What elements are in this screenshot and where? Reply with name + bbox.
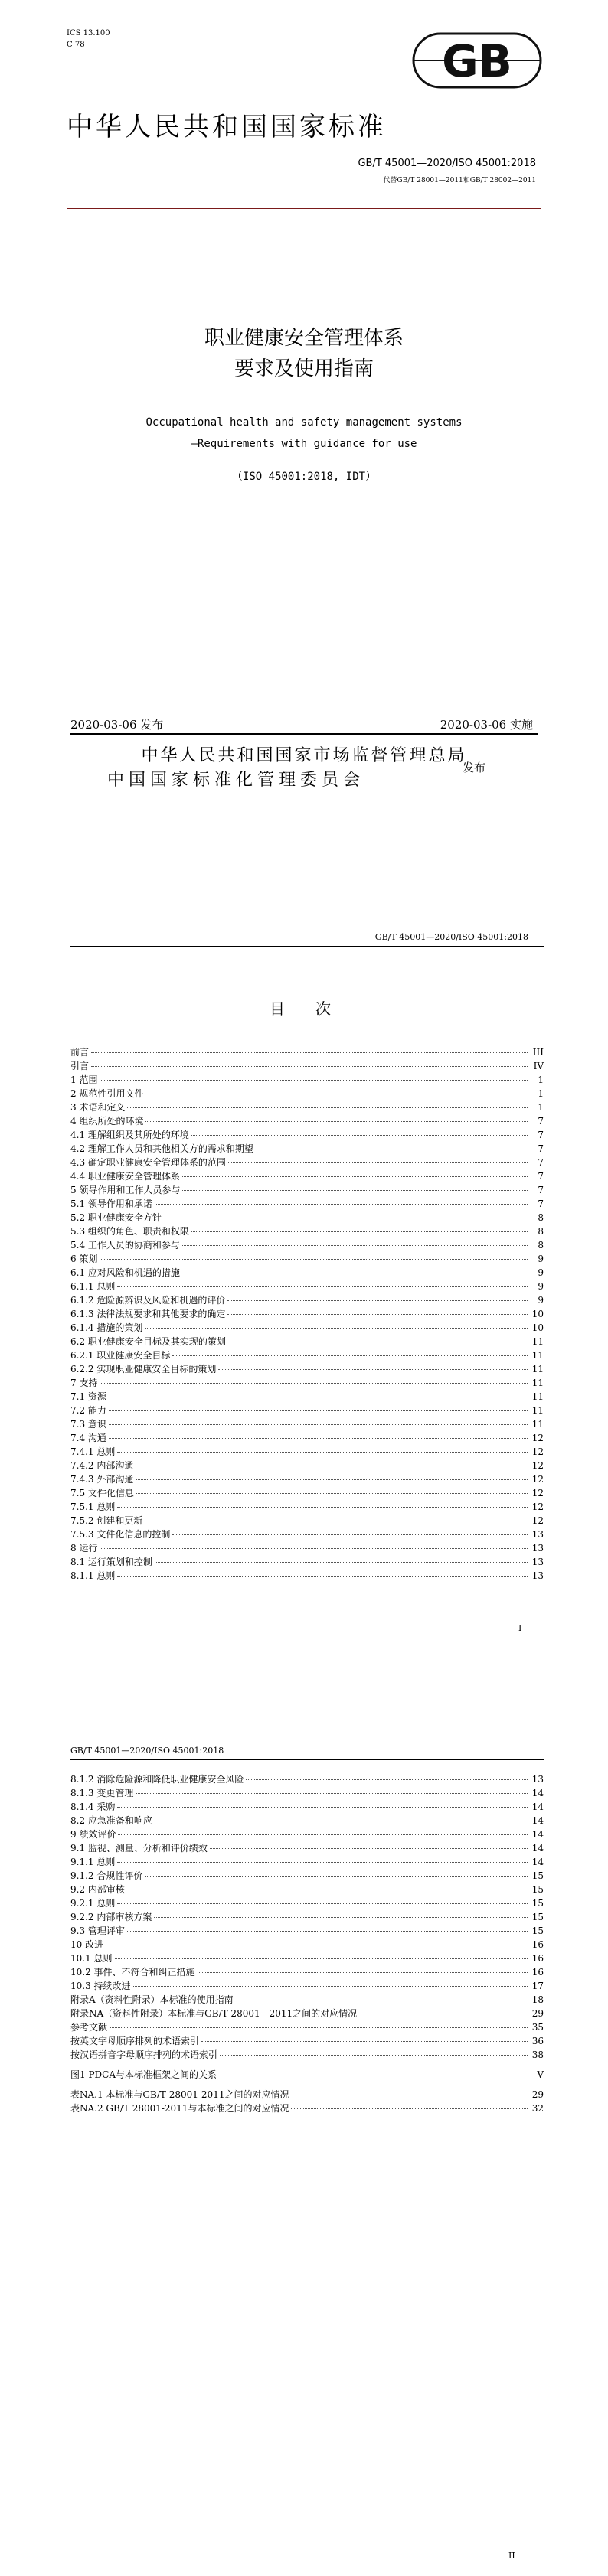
toc-entry-page: 11 [531, 1419, 544, 1430]
toc-entry-page: 8 [538, 1212, 544, 1223]
toc-entry[interactable] [70, 1555, 544, 1569]
toc-entry-label: 表NA.1 本标准与GB/T 28001-2011之间的对应情况 [70, 2089, 289, 2100]
toc-leader-dots [100, 1080, 528, 1081]
toc-entry-label: 9.2 内部审核 [70, 1884, 125, 1895]
toc-title: 目 次 [270, 999, 338, 1018]
toc-leader-dots [117, 1452, 528, 1453]
toc-entry-label: 9.3 管理评审 [70, 1925, 125, 1936]
toc-entry-page: 9 [538, 1295, 544, 1306]
toc-entry-page: 14 [531, 1788, 544, 1798]
toc-entry-page: 7 [538, 1143, 544, 1154]
toc-entry-page: 10 [531, 1322, 544, 1333]
toc-entry[interactable] [70, 1114, 544, 1128]
toc-entry[interactable] [70, 1800, 544, 1814]
toc-entry-page: 15 [531, 1870, 544, 1881]
toc-entry-page: 7 [538, 1116, 544, 1127]
toc-entry-page: 11 [531, 1350, 544, 1361]
toc-entry[interactable] [70, 1417, 544, 1431]
toc-entry-page: 14 [531, 1829, 544, 1840]
toc-entry-page: 13 [531, 1557, 544, 1567]
toc-entry-page: 9 [538, 1254, 544, 1264]
toc-entry[interactable] [70, 1855, 544, 1869]
toc-entry-page: 1 [538, 1102, 544, 1113]
toc-entry-label: 1 范围 [70, 1074, 98, 1085]
toc-entry[interactable] [70, 1569, 544, 1583]
toc-entry-label: 3 术语和定义 [70, 1102, 126, 1113]
toc-entry-label: 2 规范性引用文件 [70, 1088, 144, 1099]
toc-leader-dots [118, 1834, 528, 1835]
toc-entry-page: 11 [531, 1405, 544, 1416]
replaces-note: 代替GB/T 28001—2011和GB/T 28002—2011 [383, 177, 536, 184]
toc-entry-page: 16 [531, 1953, 544, 1964]
toc-entry-page: 14 [531, 1802, 544, 1812]
toc-entry[interactable] [70, 2007, 544, 2020]
toc-entry-label: 7.5.1 总则 [70, 1502, 116, 1512]
toc-entry-label: 10 改进 [70, 1939, 104, 1950]
toc-entry[interactable] [70, 1045, 544, 1059]
toc-entry-label: 表NA.2 GB/T 28001-2011与本标准之间的对应情况 [70, 2103, 289, 2114]
english-title-line2: —Requirements with guidance for use [191, 438, 417, 450]
toc-entry[interactable] [70, 2020, 544, 2034]
toc-leader-dots [136, 1479, 528, 1480]
toc-entry-label: 按汉语拼音字母顺序排列的术语索引 [70, 2049, 218, 2060]
toc-entry-page: 32 [531, 2103, 544, 2114]
toc-entry[interactable] [70, 1938, 544, 1952]
toc-leader-dots [220, 2055, 528, 2056]
toc-leader-dots [155, 1204, 528, 1205]
toc-entry[interactable] [70, 1869, 544, 1883]
toc-leader-dots [100, 1259, 528, 1260]
chinese-title-line2: 要求及使用指南 [234, 357, 374, 380]
toc-leader-dots [127, 1107, 528, 1108]
toc-entry-label: 8.1.2 消除危险源和降低职业健康安全风险 [70, 1774, 244, 1785]
toc-leader-dots [136, 1493, 528, 1494]
toc-leader-dots [191, 1231, 528, 1232]
toc-leader-dots [145, 1121, 528, 1122]
header-rule [70, 946, 544, 947]
toc-entry-page: 29 [531, 2008, 544, 2019]
toc-leader-dots [91, 1052, 528, 1053]
page-number: I [518, 1623, 522, 1633]
implementation-date: 2020-03-06 实施 [440, 718, 533, 732]
toc-leader-dots [115, 1958, 528, 1959]
classification-codes [67, 28, 110, 51]
toc-entry-label: 8 运行 [70, 1543, 98, 1554]
toc-entry-label: 6.1.3 法律法规要求和其他要求的确定 [70, 1309, 226, 1319]
toc-entry-page: 12 [531, 1433, 544, 1443]
toc-leader-dots [127, 1931, 528, 1932]
toc-leader-dots [172, 1355, 528, 1356]
toc-entry[interactable] [70, 1169, 544, 1183]
toc-entry-label: 9.1.1 总则 [70, 1857, 116, 1867]
toc-entry-page: 14 [531, 1815, 544, 1826]
toc-leader-dots [117, 1862, 528, 1863]
toc-leader-dots [117, 1903, 528, 1904]
toc-entry[interactable] [70, 2048, 544, 2062]
toc-entry[interactable] [70, 1348, 544, 1362]
toc-entry-label: 9 绩效评价 [70, 1829, 116, 1840]
toc-entry-label: 附录A（资料性附录）本标准的使用指南 [70, 1994, 234, 2005]
toc-entry-page: 12 [531, 1460, 544, 1471]
gb-logo [412, 32, 542, 89]
toc-entry[interactable] [70, 1828, 544, 1841]
toc-entry[interactable] [70, 1486, 544, 1500]
toc-leader-dots [109, 1410, 528, 1411]
toc-entry-label: 图1 PDCA与本标准框架之间的关系 [70, 2069, 217, 2080]
toc-entry-label: 参考文献 [70, 2022, 108, 2033]
toc-entry[interactable] [70, 1307, 544, 1321]
toc-entry-label: 8.1 运行策划和控制 [70, 1557, 152, 1567]
toc-leader-dots [227, 1300, 528, 1301]
toc-entry[interactable] [70, 1841, 544, 1855]
chinese-title [0, 323, 608, 384]
toc-entry-label: 6.2 职业健康安全目标及其实现的策划 [70, 1336, 226, 1347]
iso-reference: （ISO 45001:2018, IDT） [231, 471, 377, 483]
toc-entry-page: 7 [538, 1171, 544, 1182]
toc-leader-dots [136, 1793, 528, 1794]
toc-entry-page: V [537, 2069, 544, 2080]
toc-entry[interactable] [70, 1335, 544, 1348]
toc-list [70, 1045, 544, 1583]
toc-leader-dots [172, 1534, 528, 1535]
toc-leader-dots [109, 1438, 528, 1439]
toc-leader-dots [182, 1176, 528, 1177]
toc-entry-label: 8.2 应急准备和响应 [70, 1815, 152, 1826]
toc-entry-page: 7 [538, 1198, 544, 1209]
toc-entry-label: 5 领导作用和工作人员参与 [70, 1185, 181, 1195]
toc-leader-dots [227, 1314, 528, 1315]
toc-entry-label: 7.4.3 外部沟通 [70, 1474, 134, 1485]
toc-entry-page: 16 [531, 1939, 544, 1950]
toc-entry-label: 7.2 能力 [70, 1405, 106, 1416]
toc-entry[interactable] [70, 2068, 544, 2082]
toc-entry-page: 14 [531, 1857, 544, 1867]
toc-entry[interactable] [70, 2088, 544, 2102]
toc-entry[interactable] [70, 1183, 544, 1197]
toc-entry-page: 15 [531, 1898, 544, 1909]
toc-entry-page: 12 [531, 1502, 544, 1512]
toc-entry-page: 10 [531, 1309, 544, 1319]
toc-entry[interactable] [70, 1321, 544, 1335]
toc-entry-page: 13 [531, 1570, 544, 1581]
toc-entry-label: 9.2.1 总则 [70, 1898, 116, 1909]
toc-leader-dots [133, 1986, 528, 1987]
toc-entry-page: 12 [531, 1515, 544, 1526]
toc-entry-label: 7.5.3 文件化信息的控制 [70, 1529, 171, 1540]
toc-entry-label: 附录NA（资料性附录）本标准与GB/T 28001—2011之间的对应情况 [70, 2008, 358, 2019]
toc-entry-label: 6.2.2 实现职业健康安全目标的策划 [70, 1364, 217, 1374]
toc-entry-page: 18 [531, 1994, 544, 2005]
toc-entry-page: 8 [538, 1240, 544, 1251]
toc-entry-label: 9.2.2 内部审核方案 [70, 1912, 152, 1922]
toc-entry[interactable] [70, 1142, 544, 1156]
toc-entry[interactable] [70, 1541, 544, 1555]
toc-entry-label: 7.4 沟通 [70, 1433, 106, 1443]
chinese-title-line1: 职业健康安全管理体系 [204, 327, 404, 350]
toc-leader-dots [210, 1848, 528, 1849]
toc-entry-label: 6.1 应对风险和机遇的措施 [70, 1267, 180, 1278]
toc-entry-label: 10.1 总则 [70, 1953, 113, 1964]
cover-rule [67, 208, 541, 209]
toc-entry-page: 11 [531, 1336, 544, 1347]
toc-entry[interactable] [70, 1073, 544, 1087]
toc-entry-page: 1 [538, 1088, 544, 1099]
toc-entry-label: 按英文字母顺序排列的术语索引 [70, 2036, 200, 2046]
issuer-line2: 中国国家标准化管理委员会 [107, 771, 365, 790]
toc-entry[interactable] [70, 2034, 544, 2048]
toc-entry-label: 6.2.1 职业健康安全目标 [70, 1350, 171, 1361]
toc-entry-label: 9.1.2 合规性评价 [70, 1870, 143, 1881]
toc-entry-page: 36 [531, 2036, 544, 2046]
toc-entry[interactable] [70, 1514, 544, 1528]
toc-entry[interactable] [70, 1087, 544, 1101]
toc-entry-label: 6.1.1 总则 [70, 1281, 116, 1292]
toc-entry[interactable] [70, 1390, 544, 1404]
toc-leader-dots [100, 1548, 528, 1549]
toc-entry-page: 13 [531, 1529, 544, 1540]
toc-entry-label: 4.1 理解组织及其所处的环境 [70, 1130, 189, 1140]
toc-entry[interactable] [70, 1252, 544, 1266]
toc-entry[interactable] [70, 1238, 544, 1252]
toc-entry-label: 4.4 职业健康安全管理体系 [70, 1171, 180, 1182]
toc-entry-label: 6.1.2 危险源辨识及风险和机遇的评价 [70, 1295, 226, 1306]
toc-leader-dots [182, 1190, 528, 1191]
toc-leader-dots [100, 1383, 528, 1384]
toc-entry-page: 9 [538, 1281, 544, 1292]
toc-entry-label: 8.1.1 总则 [70, 1570, 116, 1581]
toc-entry-page: 12 [531, 1474, 544, 1485]
toc-entry-label: 5.1 领导作用和承诺 [70, 1198, 152, 1209]
toc-entry[interactable] [70, 1993, 544, 2007]
toc-entry-page: 12 [531, 1488, 544, 1498]
toc-entry-label: 6 策划 [70, 1254, 98, 1264]
toc-entry-page: 15 [531, 1912, 544, 1922]
issue-date: 2020-03-06 发布 [70, 718, 164, 732]
toc-leader-dots [117, 1807, 528, 1808]
page-header: GB/T 45001—2020/ISO 45001:2018 [70, 1746, 224, 1756]
toc-entry[interactable] [70, 1101, 544, 1114]
toc-entry-label: 7.5.2 创建和更新 [70, 1515, 143, 1526]
issue-word: 发布 [463, 761, 486, 774]
toc-entry-page: 15 [531, 1925, 544, 1936]
toc-entry-page: 11 [531, 1378, 544, 1388]
toc-entry-page: 35 [531, 2022, 544, 2033]
toc-entry-page: 7 [538, 1130, 544, 1140]
toc-leader-dots [218, 1369, 528, 1370]
toc-entry-page: 16 [531, 1967, 544, 1978]
toc-entry[interactable] [70, 1445, 544, 1459]
toc-entry[interactable] [70, 1910, 544, 1924]
toc-entry-label: 10.2 事件、不符合和纠正措施 [70, 1967, 195, 1978]
toc-entry[interactable] [70, 1883, 544, 1896]
toc-entry-page: III [532, 1047, 544, 1058]
toc-entry-label: 4.3 确定职业健康安全管理体系的范围 [70, 1157, 226, 1168]
toc-entry[interactable] [70, 1459, 544, 1472]
toc-entry-label: 8.1.3 变更管理 [70, 1788, 134, 1798]
header-rule [70, 1759, 544, 1760]
toc-entry-label: 7.5 文件化信息 [70, 1488, 134, 1498]
english-title [0, 412, 608, 455]
toc-entry-label: 7.4.1 总则 [70, 1446, 116, 1457]
date-rule [70, 733, 538, 735]
toc-entry[interactable] [70, 1924, 544, 1938]
toc-entry[interactable] [70, 1772, 544, 1786]
toc-entry-page: 17 [531, 1981, 544, 1991]
toc-leader-dots [117, 1576, 528, 1577]
standard-number: GB/T 45001—2020/ISO 45001:2018 [358, 158, 536, 169]
toc-entry-page: 12 [531, 1446, 544, 1457]
issuer-line1: 中华人民共和国国家市场监督管理总局 [141, 746, 467, 765]
toc-entry[interactable] [70, 1376, 544, 1390]
toc-entry-label: 5.2 职业健康安全方针 [70, 1212, 162, 1223]
toc-list [70, 1772, 544, 2115]
ccs-code: C 78 [67, 41, 85, 49]
toc-entry[interactable] [70, 1211, 544, 1224]
toc-entry[interactable] [70, 1500, 544, 1514]
toc-entry-label: 5.3 组织的角色、职责和权限 [70, 1226, 189, 1237]
toc-leader-dots [91, 1066, 528, 1067]
toc-leader-dots [155, 1562, 528, 1563]
toc-leader-dots [154, 1917, 528, 1918]
toc-entry[interactable] [70, 1965, 544, 1979]
toc-entry-page: IV [533, 1061, 544, 1071]
gb-logo-text: GB [442, 35, 512, 87]
toc-entry[interactable] [70, 1431, 544, 1445]
toc-entry-label: 5.4 工作人员的协商和参与 [70, 1240, 180, 1251]
toc-entry-label: 6.1.4 措施的策划 [70, 1322, 143, 1333]
toc-leader-dots [145, 1876, 528, 1877]
toc-entry-page: 8 [538, 1226, 544, 1237]
toc-entry[interactable] [70, 1293, 544, 1307]
toc-entry-page: 13 [531, 1543, 544, 1554]
toc-leader-dots [117, 1286, 528, 1287]
toc-leader-dots [291, 2108, 528, 2109]
toc-entry[interactable] [70, 2102, 544, 2115]
toc-entry[interactable] [70, 1979, 544, 1993]
toc-leader-dots [191, 1135, 528, 1136]
toc-entry[interactable] [70, 1156, 544, 1169]
toc-entry-page: 13 [531, 1774, 544, 1785]
toc-entry[interactable] [70, 1952, 544, 1965]
toc-entry[interactable] [70, 1224, 544, 1238]
toc-entry-page: 9 [538, 1267, 544, 1278]
toc-leader-dots [198, 1972, 528, 1973]
toc-entry[interactable] [70, 1896, 544, 1910]
toc-entry-page: 11 [531, 1364, 544, 1374]
toc-entry[interactable] [70, 1128, 544, 1142]
page-number: II [508, 2551, 515, 2561]
page-header: GB/T 45001—2020/ISO 45001:2018 [374, 932, 528, 942]
toc-entry-label: 9.1 监视、测量、分析和评价绩效 [70, 1843, 208, 1854]
toc-leader-dots [145, 1328, 528, 1329]
toc-leader-dots [109, 1424, 528, 1425]
toc-leader-dots [117, 1507, 528, 1508]
toc-entry[interactable] [70, 1197, 544, 1211]
toc-entry-label: 8.1.4 采购 [70, 1802, 116, 1812]
toc-entry[interactable] [70, 1266, 544, 1280]
toc-leader-dots [246, 1779, 528, 1780]
toc-leader-dots [228, 1162, 528, 1163]
toc-entry[interactable] [70, 1404, 544, 1417]
toc-entry[interactable] [70, 1528, 544, 1541]
toc-leader-dots [182, 1245, 528, 1246]
toc-entry-page: 7 [538, 1185, 544, 1195]
toc-entry[interactable] [70, 1786, 544, 1800]
toc-entry-label: 引言 [70, 1061, 90, 1071]
toc-entry[interactable] [70, 1472, 544, 1486]
toc-entry-label: 4.2 理解工作人员和其他相关方的需求和期望 [70, 1143, 253, 1154]
toc-entry[interactable] [70, 1280, 544, 1293]
standard-type-title: 中华人民共和国国家标准 [67, 112, 387, 142]
toc-entry-page: 7 [538, 1157, 544, 1168]
toc-entry-label: 前言 [70, 1047, 90, 1058]
toc-entry-label: 7.1 资源 [70, 1391, 106, 1402]
toc-entry-label: 7.3 意识 [70, 1419, 106, 1430]
toc-entry-page: 29 [531, 2089, 544, 2100]
toc-entry[interactable] [70, 1059, 544, 1073]
toc-entry-label: 4 组织所处的环境 [70, 1116, 144, 1127]
toc-entry-page: 38 [531, 2049, 544, 2060]
ics-code: ICS 13.100 [67, 29, 110, 37]
toc-entry-label: 7 支持 [70, 1378, 98, 1388]
toc-entry-page: 11 [531, 1391, 544, 1402]
toc-entry[interactable] [70, 1362, 544, 1376]
toc-entry-page: 1 [538, 1074, 544, 1085]
toc-leader-dots [201, 2041, 528, 2042]
toc-entry-page: 14 [531, 1843, 544, 1854]
toc-entry[interactable] [70, 1814, 544, 1828]
toc-entry-label: 7.4.2 内部沟通 [70, 1460, 134, 1471]
english-title-line1: Occupational health and safety management systems [145, 416, 463, 429]
toc-leader-dots [110, 2027, 528, 2028]
toc-entry-page: 15 [531, 1884, 544, 1895]
toc-entry-label: 10.3 持续改进 [70, 1981, 131, 1991]
